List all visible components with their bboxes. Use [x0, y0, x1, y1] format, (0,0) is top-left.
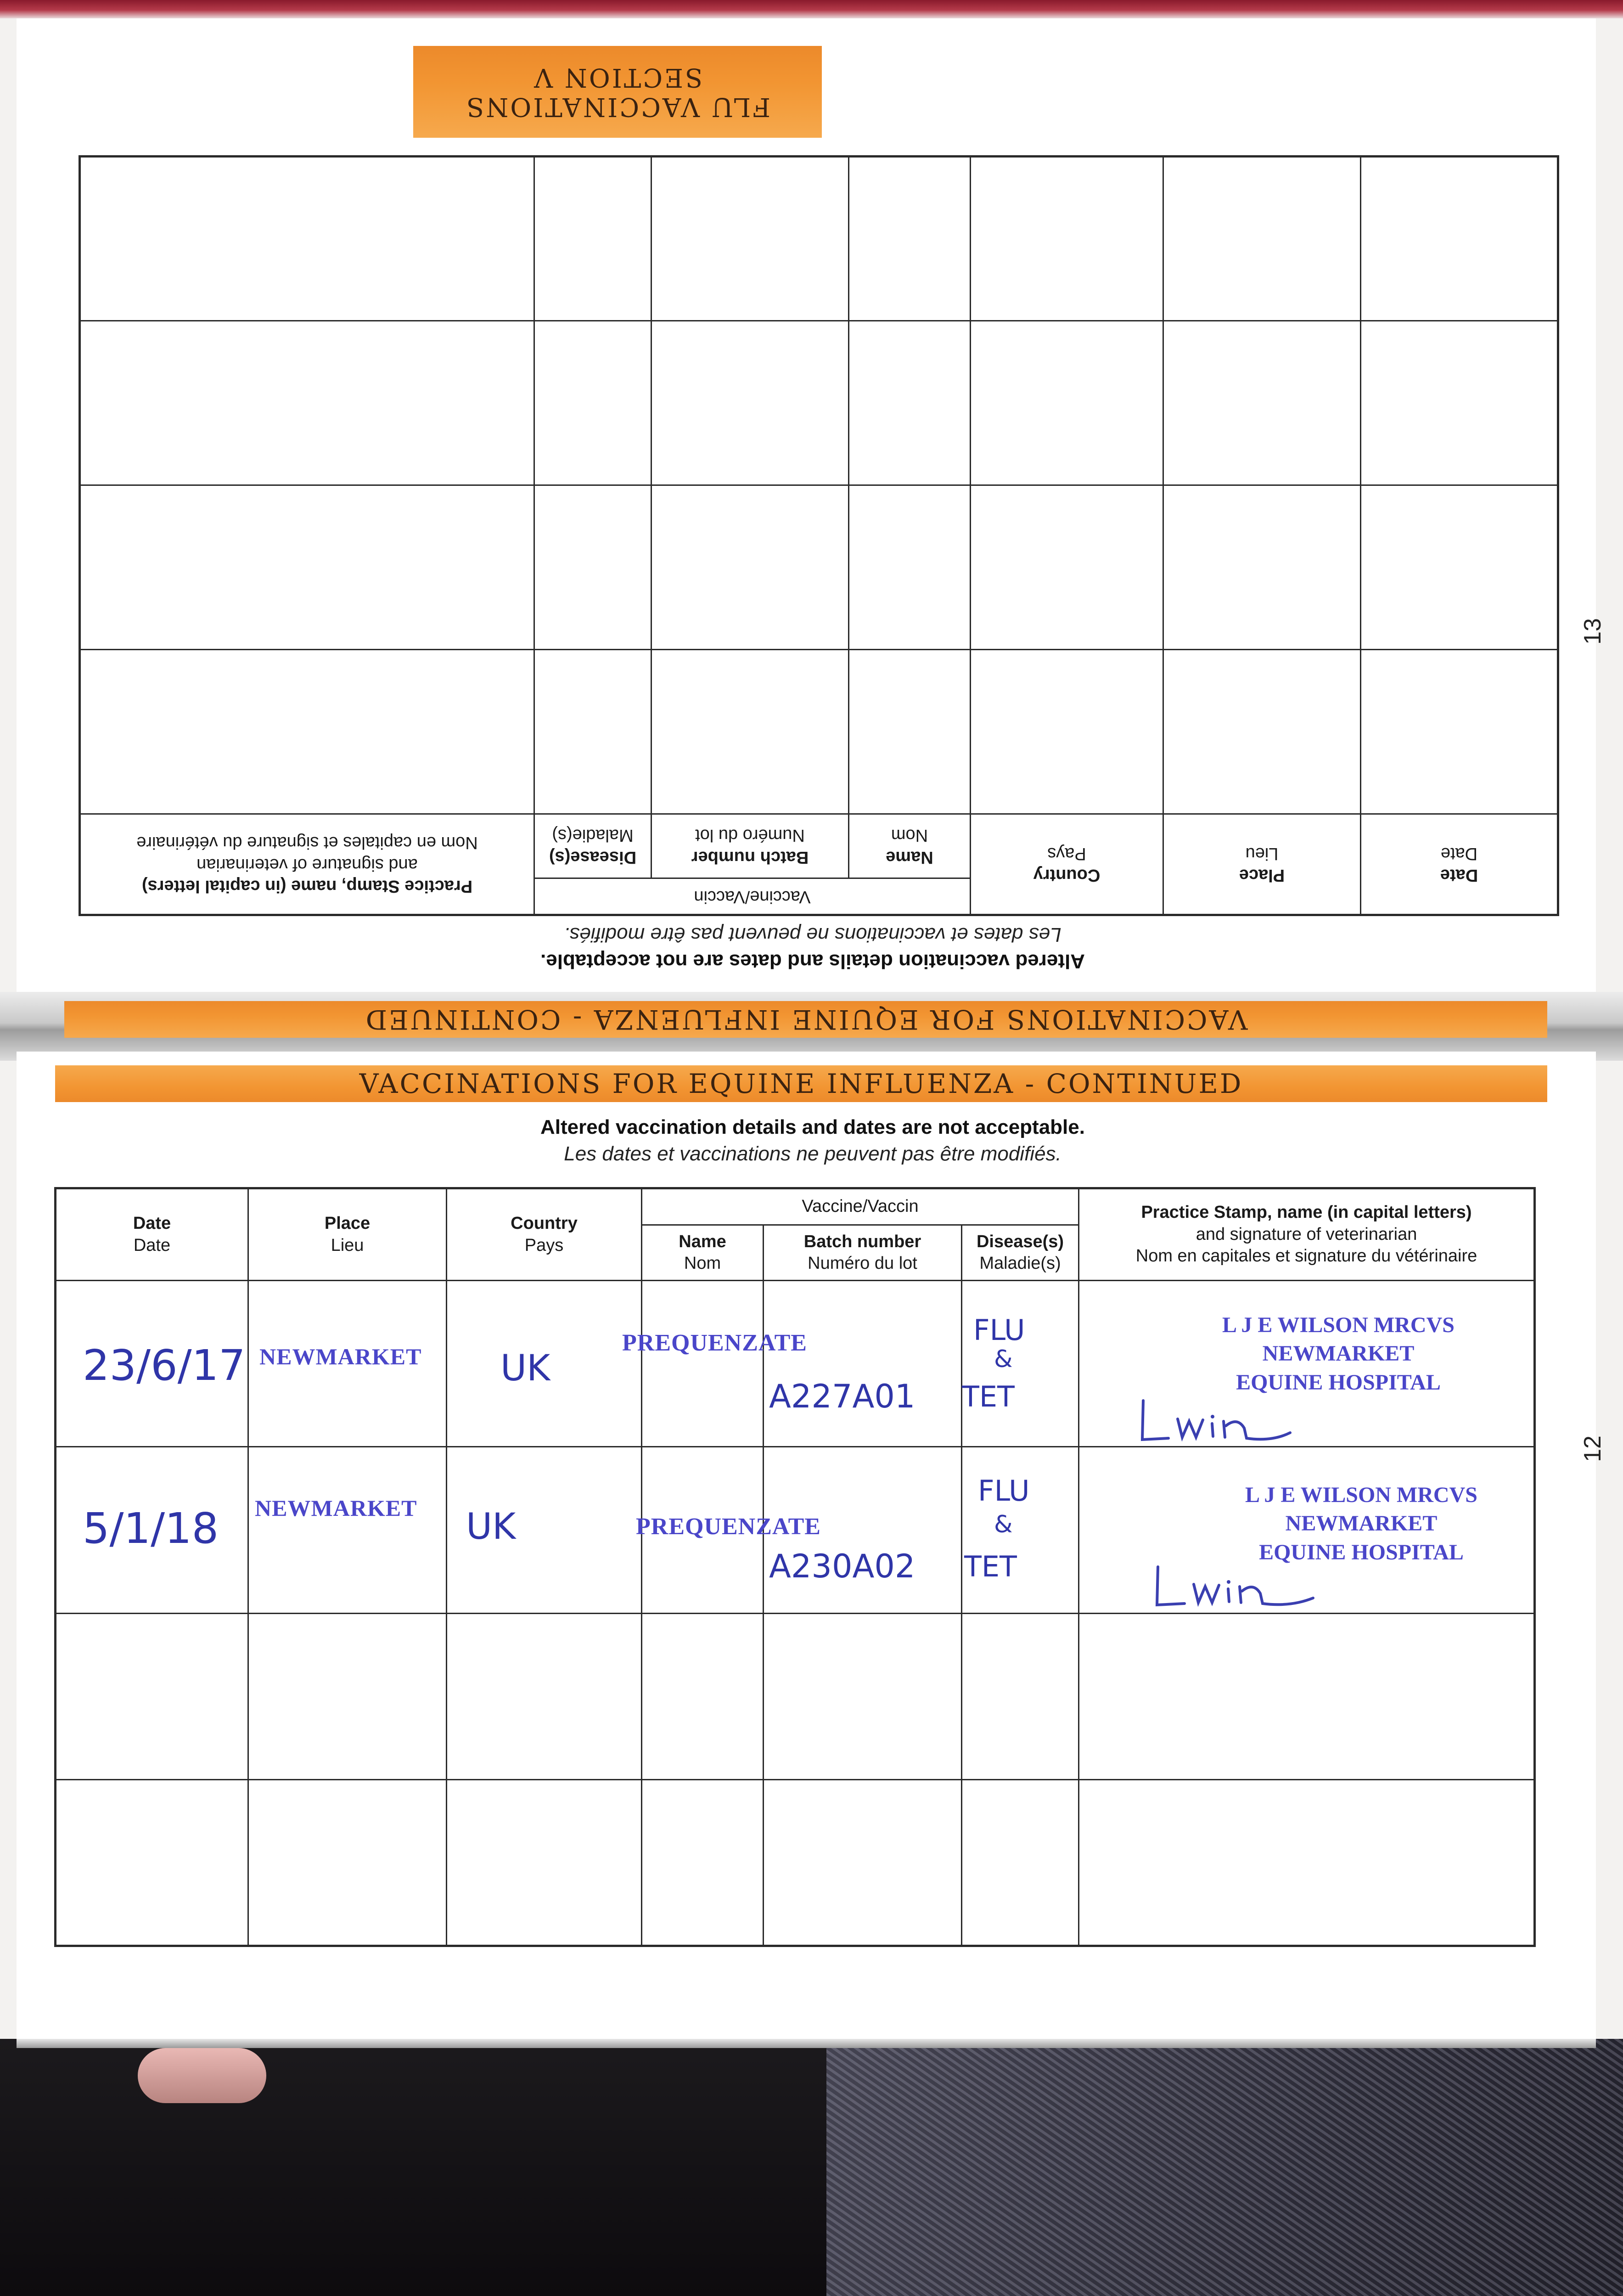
upper-cell: [1163, 485, 1361, 650]
upper-cell: [849, 157, 971, 321]
upper-cell: [534, 321, 651, 485]
entry1-date: 23/6/17: [83, 1341, 246, 1390]
upper-cell: [79, 650, 534, 814]
upper-header-country: Country Pays: [971, 814, 1163, 915]
entry2-practice-stamp: L J E WILSON MRCVS NEWMARKET EQUINE HOSPITAL: [1245, 1483, 1477, 1564]
entry1-place: NEWMARKET: [259, 1344, 422, 1369]
entry2-place: NEWMARKET: [255, 1495, 417, 1521]
lower-cell: [962, 1447, 1079, 1613]
entry2-batch: A230A02: [769, 1548, 915, 1585]
lower-header-vaccine: Vaccine/Vaccin: [642, 1188, 1079, 1225]
page-number-upper: 13: [1579, 618, 1606, 645]
book-cover-edge: [0, 0, 1623, 18]
upper-cell: [971, 157, 1163, 321]
upper-header-place: Place Lieu: [1163, 814, 1361, 915]
lower-cell: [248, 1779, 447, 1946]
section-banner: [413, 46, 822, 138]
entry2-disease-3: TET: [964, 1550, 1017, 1583]
lower-cell: [764, 1779, 962, 1946]
upper-cell: [1163, 157, 1361, 321]
lower-notice: [459, 1116, 1166, 1165]
upper-cell: [1361, 650, 1558, 814]
page-number-lower: 12: [1579, 1435, 1606, 1462]
lower-cell: [962, 1281, 1079, 1447]
lower-continued-banner: VACCINATIONS FOR EQUINE INFLUENZA - CONTINUED: [55, 1065, 1547, 1102]
upper-header-date: Date Date: [1361, 814, 1558, 915]
upper-cell: [651, 321, 849, 485]
lower-cell: [764, 1281, 962, 1447]
lower-header-country: Country Pays: [447, 1188, 642, 1281]
finger: [138, 2048, 266, 2103]
lower-cell: [962, 1779, 1079, 1946]
upper-notice-en: Altered vaccination details and dates are not acceptable.: [540, 950, 1085, 973]
lower-cell: [447, 1613, 642, 1779]
upper-header-batch: Batch number Numéro du lot: [651, 814, 849, 878]
upper-cell: [651, 485, 849, 650]
lower-cell: [248, 1613, 447, 1779]
upper-cell: [534, 650, 651, 814]
lower-cell: [447, 1779, 642, 1946]
upper-cell: [971, 650, 1163, 814]
upper-notice-fr: Les dates et vaccinations ne peuvent pas être modifiés.: [564, 923, 1061, 946]
section-banner-line2: SECTION V: [532, 62, 703, 92]
upper-cell: [79, 485, 534, 650]
lower-cell: [1079, 1779, 1535, 1946]
upper-cell: [79, 157, 534, 321]
entry2-country: UK: [466, 1506, 516, 1548]
upper-cell: [79, 321, 534, 485]
section-banner-line1: FLU VACCINATIONS: [465, 92, 770, 122]
lower-cell: [248, 1447, 447, 1613]
upper-cell: [1361, 485, 1558, 650]
entry1-country: UK: [500, 1348, 550, 1389]
upper-cell: [534, 157, 651, 321]
fabric-background: [826, 2039, 1623, 2296]
upper-cell: [971, 485, 1163, 650]
upper-header-name: Name Nom: [849, 814, 971, 878]
lower-cell: [642, 1779, 764, 1946]
entry2-date: 5/1/18: [83, 1504, 219, 1553]
entry1-signature: [1134, 1396, 1299, 1451]
upper-cell: [1361, 157, 1558, 321]
upper-header-vaccine: Vaccine/Vaccin: [534, 878, 970, 915]
entry2-signature: [1148, 1561, 1322, 1616]
upper-cell: [1163, 650, 1361, 814]
plastic-sleeve-edge: [17, 2039, 1596, 2048]
entry1-practice-stamp: L J E WILSON MRCVS NEWMARKET EQUINE HOSPITAL: [1222, 1313, 1455, 1395]
lower-header-practice: Practice Stamp, name (in capital letters) and signature of veterinarian Nom en capitales et signature du vétérinaire: [1079, 1188, 1535, 1281]
lower-header-name: Name Nom: [642, 1225, 764, 1281]
upper-cell: [971, 321, 1163, 485]
upper-cell: [651, 157, 849, 321]
entry1-disease-3: TET: [962, 1380, 1015, 1413]
lower-header-date: Date Date: [56, 1188, 248, 1281]
lower-header-place: Place Lieu: [248, 1188, 447, 1281]
lower-cell: [642, 1613, 764, 1779]
entry2-disease-1: FLU: [978, 1474, 1030, 1508]
upper-notice: [459, 923, 1166, 973]
lower-header-disease: Disease(s) Maladie(s): [962, 1225, 1079, 1281]
entry2-vaccine-name: PREQUENZATE: [636, 1514, 821, 1540]
upper-header-practice: Practice Stamp, name (in capital letters) and signature of veterinarian Nom en capitales et signature du vétérinaire: [79, 814, 534, 915]
upper-table-wrap: [81, 156, 1559, 916]
lower-notice-fr: Les dates et vaccinations ne peuvent pas être modifiés.: [564, 1142, 1061, 1165]
entry1-disease-2: &: [994, 1345, 1013, 1373]
lower-header-batch: Batch number Numéro du lot: [764, 1225, 962, 1281]
upper-vaccination-table: [79, 155, 1559, 916]
lower-notice-en: Altered vaccination details and dates are not acceptable.: [540, 1116, 1085, 1138]
lower-cell: [56, 1613, 248, 1779]
entry1-vaccine-name: PREQUENZATE: [622, 1330, 807, 1356]
upper-cell: [1361, 321, 1558, 485]
lower-cell: [56, 1779, 248, 1946]
entry2-disease-2: &: [994, 1511, 1013, 1538]
upper-cell: [849, 321, 971, 485]
upper-cell: [849, 650, 971, 814]
upper-cell: [849, 485, 971, 650]
lower-cell: [962, 1613, 1079, 1779]
lower-cell: [642, 1281, 764, 1447]
lower-cell: [764, 1613, 962, 1779]
entry1-batch: A227A01: [769, 1378, 915, 1415]
upper-continued-banner: VACCINATIONS FOR EQUINE INFLUENZA - CONTINUED: [64, 1001, 1547, 1038]
entry1-disease-1: FLU: [973, 1313, 1025, 1347]
lower-cell: [1079, 1613, 1535, 1779]
upper-cell: [1163, 321, 1361, 485]
upper-header-disease: Disease(s) Maladie(s): [534, 814, 651, 878]
upper-cell: [651, 650, 849, 814]
upper-cell: [534, 485, 651, 650]
